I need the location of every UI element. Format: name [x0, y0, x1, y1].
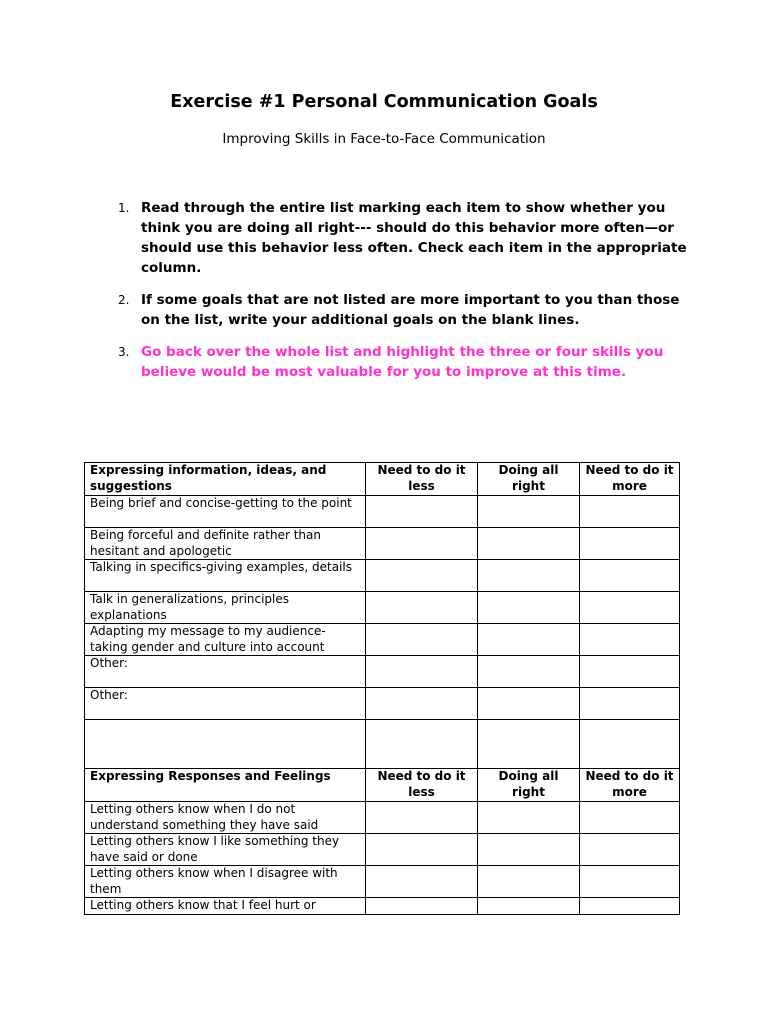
instruction-number: 1.: [118, 201, 130, 215]
checkbox-cell[interactable]: [580, 720, 680, 769]
goal-label: Letting others know I like something they have said or done: [85, 834, 366, 866]
checkbox-cell[interactable]: [478, 656, 580, 688]
checkbox-cell[interactable]: [478, 528, 580, 560]
goal-label: Other:: [85, 688, 366, 720]
page-subtitle: Improving Skills in Face-to-Face Communication: [222, 131, 546, 147]
checkbox-cell[interactable]: [478, 866, 580, 898]
goal-label: Adapting my message to my audience-taking gender and culture into account: [85, 624, 366, 656]
checkbox-cell[interactable]: [366, 496, 478, 528]
section-header-row: [85, 769, 680, 802]
checkbox-cell[interactable]: [366, 688, 478, 720]
page-title: Exercise #1 Personal Communication Goals: [170, 92, 598, 112]
checkbox-cell[interactable]: [366, 592, 478, 624]
goals-table: [84, 462, 680, 915]
goal-label: Being forceful and definite rather than hesitant and apologetic: [85, 528, 366, 560]
checkbox-cell[interactable]: [478, 720, 580, 769]
column-header: Need to do it more: [580, 463, 680, 496]
checkbox-cell[interactable]: [478, 496, 580, 528]
checkbox-cell[interactable]: [478, 834, 580, 866]
checkbox-cell[interactable]: [366, 720, 478, 769]
instruction-item: [118, 198, 688, 278]
column-header: Need to do it more: [580, 769, 680, 802]
checkbox-cell[interactable]: [580, 688, 680, 720]
table-row: [85, 624, 680, 656]
checkbox-cell[interactable]: [580, 528, 680, 560]
checkbox-cell[interactable]: [580, 866, 680, 898]
table-row: [85, 834, 680, 866]
checkbox-cell[interactable]: [580, 898, 680, 915]
checkbox-cell[interactable]: [366, 528, 478, 560]
table-row: [85, 528, 680, 560]
table-row: [85, 496, 680, 528]
checkbox-cell[interactable]: [478, 898, 580, 915]
table-row: [85, 802, 680, 834]
instruction-item-highlighted: [118, 342, 688, 382]
section-heading: Expressing Responses and Feelings: [85, 769, 366, 802]
checkbox-cell[interactable]: [478, 560, 580, 592]
instruction-text: Go back over the whole list and highlight the three or four skills you believe would be most valuable for you to improve at this time.: [141, 344, 664, 380]
section-header-row: [85, 463, 680, 496]
checkbox-cell[interactable]: [366, 624, 478, 656]
checkbox-cell[interactable]: [580, 624, 680, 656]
table-row: [85, 656, 680, 688]
table-row: [85, 720, 680, 769]
column-header: Need to do it less: [366, 769, 478, 802]
checkbox-cell[interactable]: [366, 656, 478, 688]
goal-label: Letting others know when I do not understand something they have said: [85, 802, 366, 834]
goal-label: [85, 720, 366, 769]
instruction-number: 2.: [118, 293, 130, 307]
table-row: [85, 866, 680, 898]
checkbox-cell[interactable]: [366, 834, 478, 866]
table-row: [85, 592, 680, 624]
checkbox-cell[interactable]: [478, 802, 580, 834]
checkbox-cell[interactable]: [478, 592, 580, 624]
column-header: Need to do it less: [366, 463, 478, 496]
instruction-text: If some goals that are not listed are more important to you than those on the list, write your additional goals on the blank lines.: [141, 292, 680, 328]
checkbox-cell[interactable]: [366, 866, 478, 898]
checkbox-cell[interactable]: [580, 834, 680, 866]
goal-label: Other:: [85, 656, 366, 688]
table-row: [85, 688, 680, 720]
checkbox-cell[interactable]: [580, 560, 680, 592]
goal-label: Letting others know that I feel hurt or: [85, 898, 366, 915]
column-header: Doing all right: [478, 463, 580, 496]
instruction-number: 3.: [118, 345, 130, 359]
goal-label: Talk in generalizations, principles explanations: [85, 592, 366, 624]
checkbox-cell[interactable]: [580, 496, 680, 528]
checkbox-cell[interactable]: [580, 592, 680, 624]
table-row: [85, 560, 680, 592]
goal-label: Letting others know when I disagree with them: [85, 866, 366, 898]
checkbox-cell[interactable]: [478, 624, 580, 656]
checkbox-cell[interactable]: [478, 688, 580, 720]
section-heading: Expressing information, ideas, and suggestions: [85, 463, 366, 496]
column-header: Doing all right: [478, 769, 580, 802]
checkbox-cell[interactable]: [580, 802, 680, 834]
goal-label: Talking in specifics-giving examples, details: [85, 560, 366, 592]
checkbox-cell[interactable]: [580, 656, 680, 688]
goal-label: Being brief and concise-getting to the point: [85, 496, 366, 528]
checkbox-cell[interactable]: [366, 560, 478, 592]
instruction-text: Read through the entire list marking each item to show whether you think you are doing all right--- should do this behavior more often—or should use this behavior less often. Check each item in the appropriate column.: [141, 200, 687, 276]
checkbox-cell[interactable]: [366, 802, 478, 834]
instructions-list: [118, 198, 688, 382]
table-row: [85, 898, 680, 915]
checkbox-cell[interactable]: [366, 898, 478, 915]
instruction-item: [118, 290, 688, 330]
